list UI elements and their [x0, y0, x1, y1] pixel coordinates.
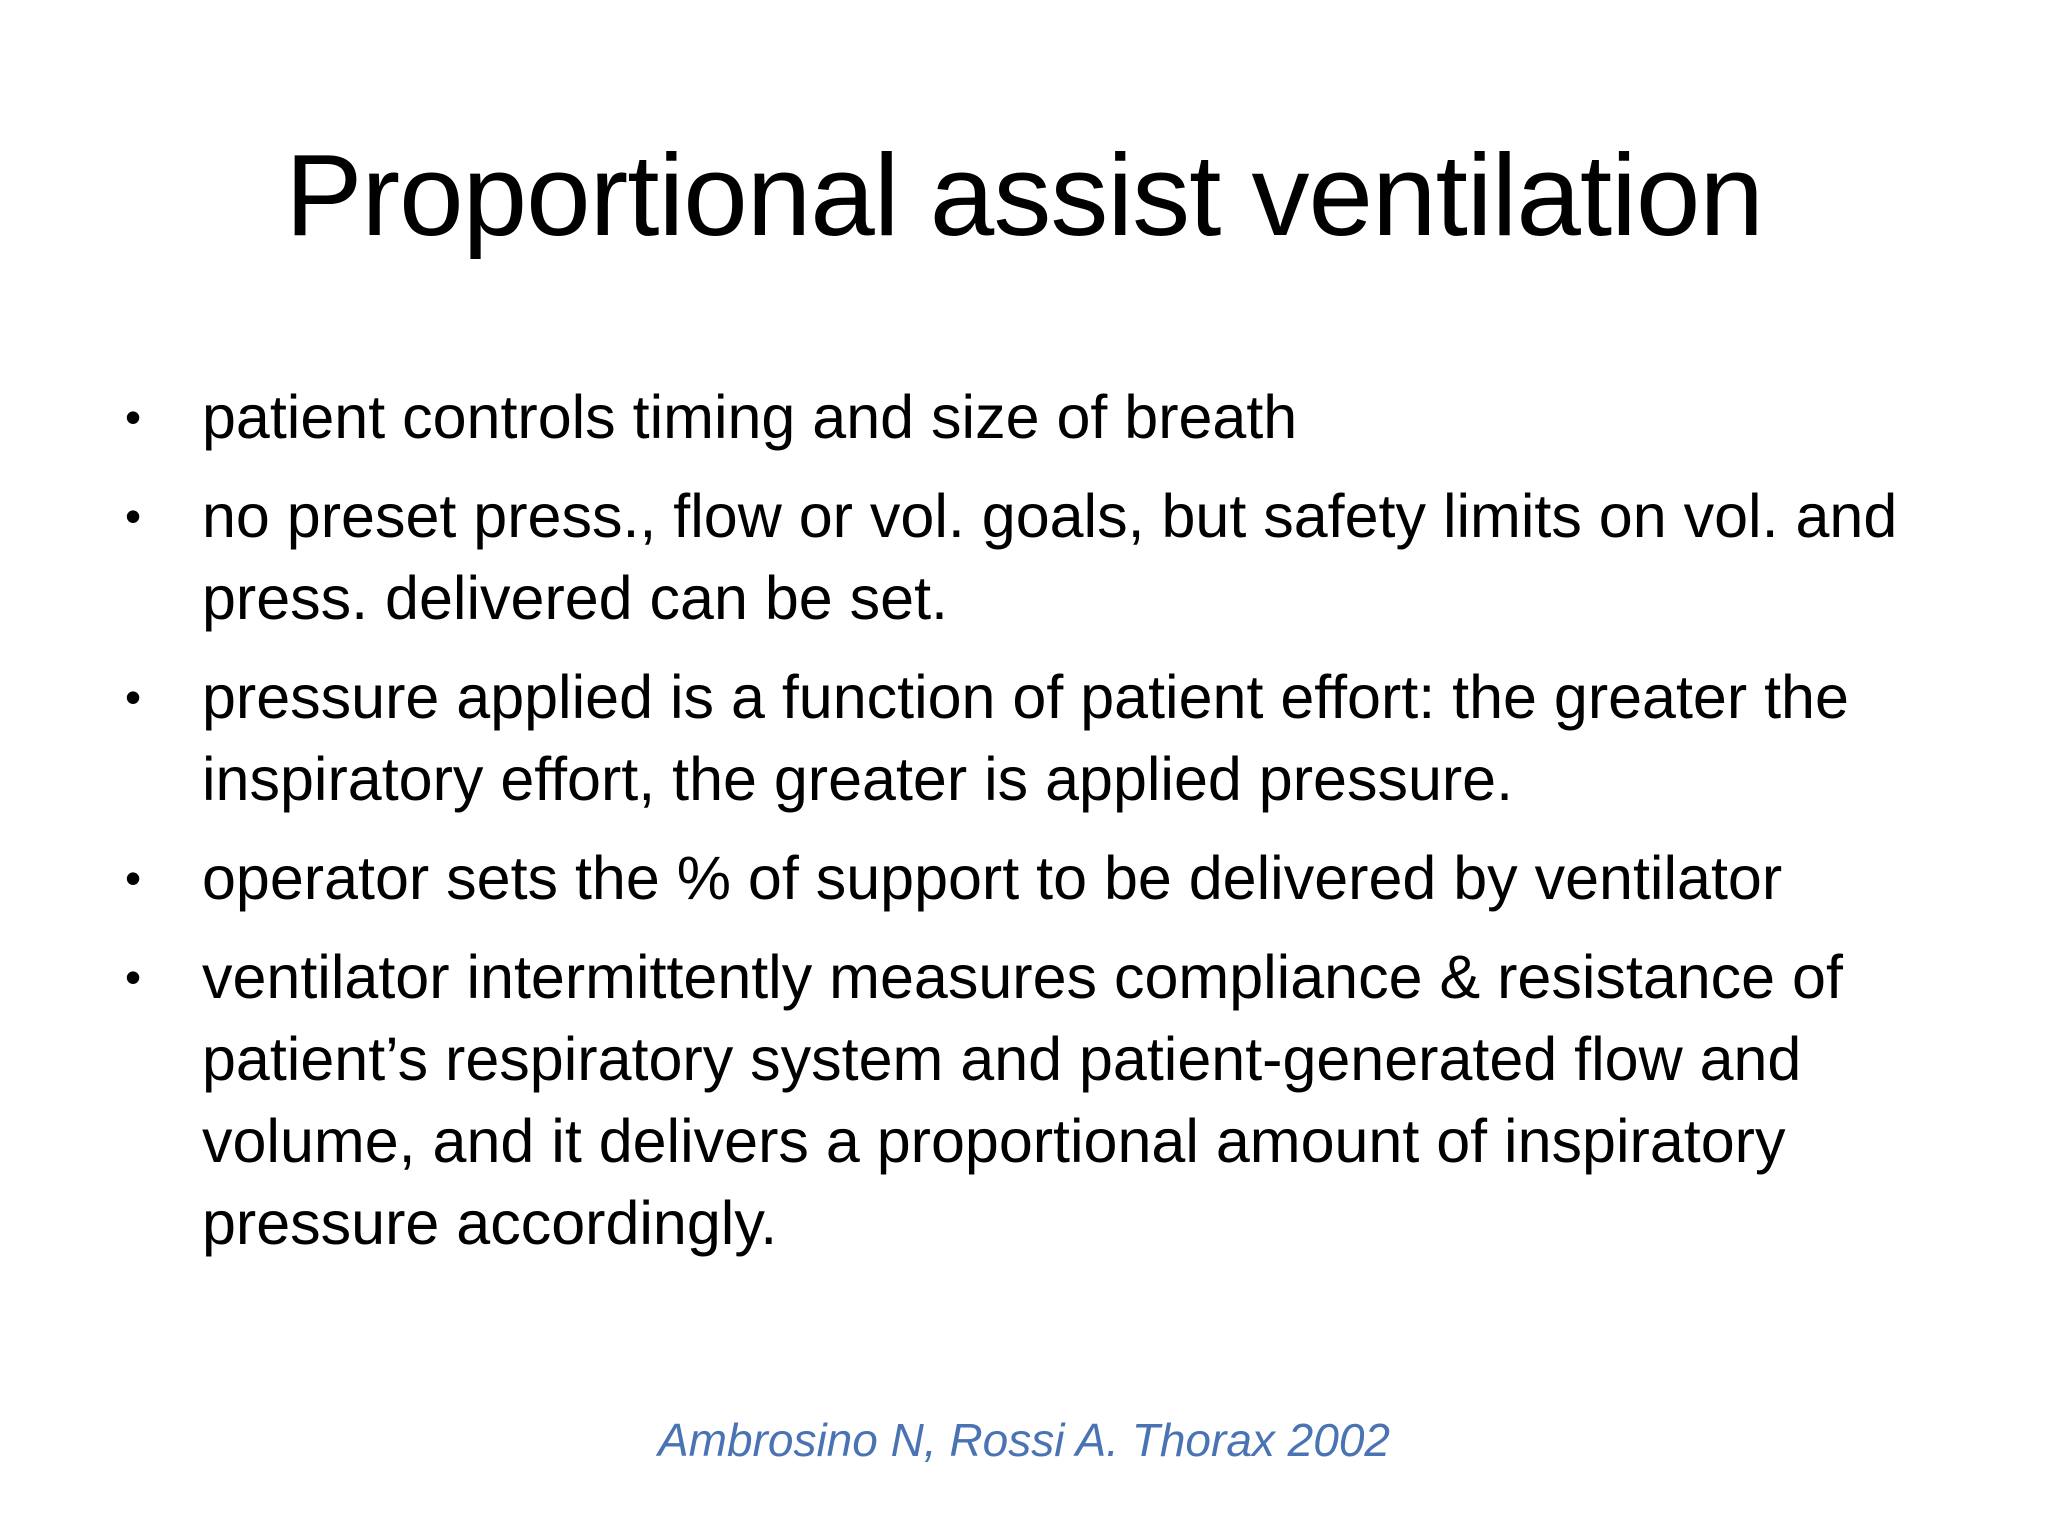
- bullet-icon: •: [125, 391, 142, 443]
- bullet-item: [118, 376, 1998, 458]
- bullet-text: no preset press., flow or vol. goals, but safety limits on vol. and press. delivered can be set.: [202, 482, 1898, 632]
- bullet-text: operator sets the % of support to be delivered by ventilator: [202, 844, 1783, 912]
- bullet-list: [118, 376, 1998, 1281]
- bullet-text: patient controls timing and size of breath: [202, 383, 1298, 451]
- bullet-icon: •: [125, 490, 142, 542]
- bullet-item: [118, 936, 1998, 1264]
- bullet-text: ventilator intermittently measures compliance & resistance of patient’s respiratory system and patient-generated flow and volume, and it delivers a proportional amount of inspiratory pressure accordingly.: [202, 943, 1843, 1257]
- bullet-icon: •: [125, 852, 142, 904]
- bullet-icon: •: [125, 671, 142, 723]
- bullet-text: pressure applied is a function of patient effort: the greater the inspiratory effort, the greater is applied pressure.: [202, 663, 1849, 813]
- citation: Ambrosino N, Rossi A. Thorax 2002: [657, 1414, 1391, 1466]
- bullet-item: [118, 475, 1998, 639]
- bullet-icon: •: [125, 951, 142, 1003]
- bullet-item: [118, 656, 1998, 820]
- slide-title: Proportional assist ventilation: [285, 130, 1763, 260]
- bullet-item: [118, 837, 1998, 919]
